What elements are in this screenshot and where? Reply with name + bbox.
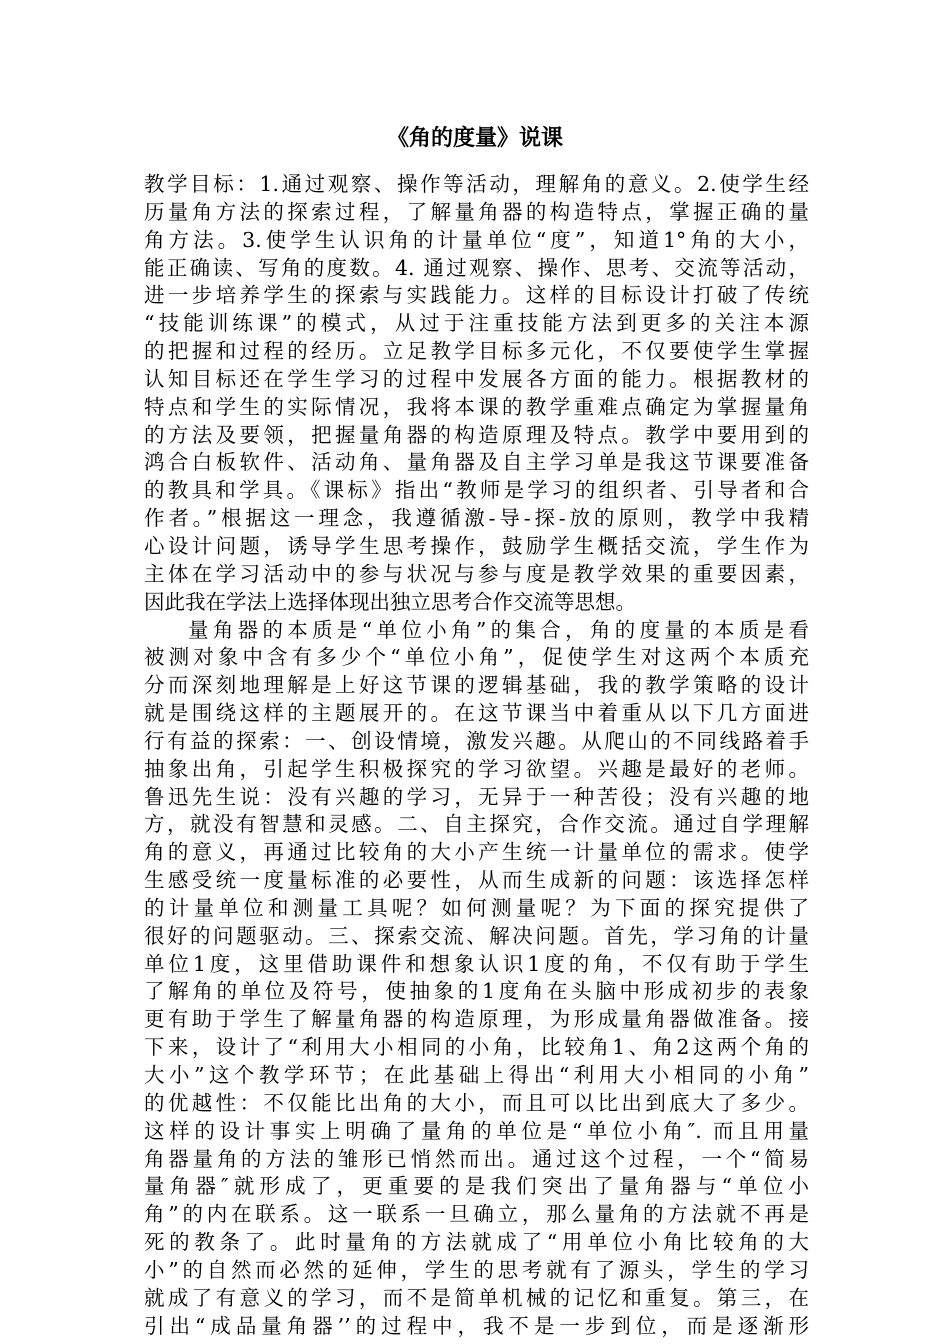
text-line: 被测对象中含有多少个“单位小角”，促使学生对这两个本质充 bbox=[144, 645, 809, 670]
text-line: 的方法及要领，把握量角器的构造原理及特点。教学中要用到的 bbox=[144, 422, 809, 447]
text-line: 行有益的探索：一、创设情境，激发兴趣。从爬山的不同线路着手 bbox=[144, 728, 809, 753]
text-line: 了解角的单位及符号，使抽象的1度角在头脑中形成初步的表象 bbox=[144, 979, 809, 1004]
text-line: 角”的内在联系。这一联系一旦确立，那么量角的方法就不再是 bbox=[144, 1202, 809, 1227]
text-line: 进一步培养学生的探索与实践能力。这样的目标设计打破了传统 bbox=[144, 283, 809, 308]
text-line: 抽象出角，引起学生积极探究的学习欲望。兴趣是最好的老师。 bbox=[144, 756, 809, 781]
text-line: 特点和学生的实际情况，我将本课的教学重难点确定为掌握量角 bbox=[144, 394, 809, 419]
text-line: 能正确读、写角的度数。4. 通过观察、操作、思考、交流等活动， bbox=[144, 255, 809, 280]
text-line: 角方法。3.使学生认识角的计量单位“度”，知道1°角的大小， bbox=[144, 227, 809, 252]
text-line: 教学目标：1.通过观察、操作等活动，理解角的意义。2.使学生经 bbox=[144, 172, 809, 196]
text-line: 历量角方法的探索过程，了解量角器的构造特点，掌握正确的量 bbox=[144, 199, 809, 224]
text-line: 引出“成品量角器’’的过程中，我不是一步到位，而是逐渐形 bbox=[144, 1313, 809, 1338]
text-line: 就是围绕这样的主题展开的。在这节课当中着重从以下几方面进 bbox=[144, 701, 809, 726]
text-line: 认知目标还在学生学习的过程中发展各方面的能力。根据教材的 bbox=[144, 366, 809, 391]
document-body bbox=[144, 171, 809, 1340]
text-line: “技能训练课”的模式，从过于注重技能方法到更多的关注本源 bbox=[144, 311, 809, 336]
text-line: 角的意义，再通过比较角的大小产生统一计量单位的需求。使学 bbox=[144, 840, 809, 865]
text-line: 量角器″就形成了，更重要的是我们突出了量角器与“单位小 bbox=[144, 1174, 809, 1199]
text-line: 量角器的本质是“单位小角”的集合，角的度量的本质是看 bbox=[188, 617, 809, 642]
text-line: 生感受统一度量标准的必要性，从而生成新的问题：该选择怎样 bbox=[144, 868, 809, 893]
document-title: 《角的度量》说课 bbox=[386, 125, 563, 151]
text-line: 作者。”根据这一理念，我遵循激-导-探-放的原则，教学中我精 bbox=[144, 506, 809, 531]
text-line: 死的教条了。此时量角的方法就成了“用单位小角比较角的大 bbox=[144, 1230, 809, 1255]
text-line: 小”的自然而必然的延伸，学生的思考就有了源头，学生的学习 bbox=[144, 1257, 809, 1282]
text-line: 大小”这个教学环节；在此基础上得出“利用大小相同的小角” bbox=[144, 1063, 809, 1087]
text-line: 因此我在学法上选择体现出独立思考合作交流等思想。 bbox=[144, 589, 636, 614]
text-line: 分而深刻地理解是上好这节课的逻辑基础，我的教学策略的设计 bbox=[144, 673, 809, 698]
text-line: 下来，设计了“利用大小相同的小角，比较角1、角2这两个角的 bbox=[144, 1035, 809, 1060]
text-line: 方，就没有智慧和灵感。二、自主探究，合作交流。通过自学理解 bbox=[144, 812, 809, 837]
text-line: 更有助于学生了解量角器的构造原理，为形成量角器做准备。接 bbox=[144, 1007, 809, 1032]
text-line: 的把握和过程的经历。立足教学目标多元化，不仅要使学生掌握 bbox=[144, 339, 809, 364]
text-line: 很好的问题驱动。三、探索交流、解决问题。首先，学习角的计量 bbox=[144, 923, 809, 948]
text-line: 单位1度，这里借助课件和想象认识1度的角，不仅有助于学生 bbox=[144, 951, 809, 976]
text-line: 的优越性：不仅能比出角的大小，而且可以比出到底大了多少。 bbox=[144, 1090, 809, 1115]
text-line: 的计量单位和测量工具呢？如何测量呢？为下面的探究提供了 bbox=[144, 895, 809, 920]
text-line: 心设计问题，诱导学生思考操作，鼓励学生概括交流，学生作为 bbox=[144, 533, 809, 558]
text-line: 主体在学习活动中的参与状况与参与度是教学效果的重要因素， bbox=[144, 561, 809, 586]
text-line: 就成了有意义的学习，而不是简单机械的记忆和重复。第三，在 bbox=[144, 1285, 809, 1310]
text-line: 角器量角的方法的雏形已悄然而出。通过这个过程，一个“简易 bbox=[144, 1146, 809, 1171]
text-line: 鸿合白板软件、活动角、量角器及自主学习单是我这节课要准备 bbox=[144, 450, 809, 475]
text-line: 鲁迅先生说：没有兴趣的学习，无异于一种苦役；没有兴趣的地 bbox=[144, 784, 809, 809]
text-line: 这样的设计事实上明确了量角的单位是“单位小角″. 而且用量 bbox=[144, 1118, 809, 1143]
text-line: 的教具和学具。《课标》指出“教师是学习的组织者、引导者和合 bbox=[144, 478, 809, 503]
